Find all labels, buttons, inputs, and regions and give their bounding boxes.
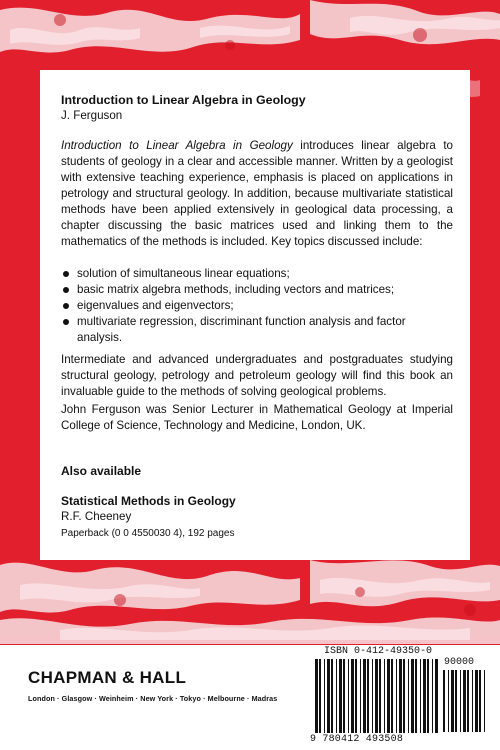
barcode-bar	[423, 659, 426, 733]
publisher-footer	[0, 645, 500, 750]
related-book-author: R.F. Cheeney	[61, 510, 132, 523]
barcode-bar	[360, 659, 361, 733]
barcode-bar	[455, 670, 457, 732]
addon-barcode	[442, 670, 488, 734]
description-body: introduces linear algebra to students of geology in a clear and accessible manner. Written by a geologist with extensive teaching experience, emphasis is placed on applications in petrology and structural geology. In addition, because multivariate statistical methods have been applied extensively in geological data processing, a chapter discussing the basic matrices used and linking them to the mathematics of the methods is included. Key topics discussed include:	[61, 139, 453, 248]
barcode-bar	[467, 670, 469, 732]
description-panel	[40, 70, 470, 560]
barcode-bar	[391, 659, 393, 733]
barcode-bar	[367, 659, 369, 733]
book-author: J. Ferguson	[61, 109, 123, 122]
barcode-bar	[327, 659, 330, 733]
list-item: solution of simultaneous linear equations;	[61, 266, 453, 282]
barcode-bar	[339, 659, 342, 733]
barcode-bar	[479, 670, 481, 732]
barcode-bar	[420, 659, 421, 733]
author-bio: John Ferguson was Senior Lecturer in Mathematical Geology at Imperial College of Science, Technology and Medicine, London, UK.	[61, 403, 453, 432]
related-book-title: Statistical Methods in Geology	[61, 494, 236, 508]
barcode-bar	[396, 659, 397, 733]
barcode-bar	[475, 670, 478, 732]
barcode-bar	[315, 659, 318, 733]
barcode-bar	[355, 659, 357, 733]
barcode-bar	[387, 659, 390, 733]
barcode-bar	[363, 659, 366, 733]
price-code: 90000	[444, 657, 475, 668]
ean-digits: 9 780412 493508	[310, 734, 404, 745]
list-item: eigenvalues and eigenvectors;	[61, 298, 453, 314]
description-italic-title: Introduction to Linear Algebra in Geology	[61, 139, 293, 152]
barcode-bar	[324, 659, 325, 733]
barcode-bar	[472, 670, 473, 732]
barcode-bar	[343, 659, 345, 733]
barcode-bar	[403, 659, 405, 733]
barcode-bar	[399, 659, 402, 733]
barcode-bar	[432, 659, 433, 733]
barcode-bar	[411, 659, 414, 733]
barcode-bar	[448, 670, 449, 732]
barcode-bar	[463, 670, 466, 732]
barcode-bar	[372, 659, 373, 733]
barcode-bar	[435, 659, 438, 733]
barcode-bar	[451, 670, 454, 732]
barcode-bar	[408, 659, 409, 733]
barcode-bar	[384, 659, 385, 733]
barcode-bar	[375, 659, 378, 733]
barcode-bar	[319, 659, 321, 733]
barcode-bar	[427, 659, 429, 733]
barcode-bar	[460, 670, 461, 732]
audience-paragraph: Intermediate and advanced undergraduates and postgraduates studying structural geology, petrology and petroleum geology will find this book an invaluable guide to the methods of solving geological problems.	[61, 353, 453, 398]
list-item: basic matrix algebra methods, including vectors and matrices;	[61, 282, 453, 298]
barcode-bar	[379, 659, 381, 733]
related-book-details: Paperback (0 0 4550030 4), 192 pages	[61, 528, 235, 539]
book-description	[61, 138, 453, 250]
publisher-cities: London · Glasgow · Weinheim · New York · Tokyo · Melbourne · Madras	[28, 694, 278, 703]
barcode-bar	[351, 659, 354, 733]
also-available-heading: Also available	[61, 464, 142, 478]
barcode-bar	[348, 659, 349, 733]
key-topics-list	[61, 266, 453, 346]
barcode-bar	[336, 659, 337, 733]
publisher-logo: CHAPMAN & HALL	[28, 668, 187, 687]
barcode-bar	[415, 659, 417, 733]
barcode-bar	[331, 659, 333, 733]
isbn-label: ISBN 0-412-49350-0	[324, 646, 433, 657]
barcode-bar	[443, 670, 445, 732]
ean-barcode	[314, 659, 440, 735]
list-item: multivariate regression, discriminant function analysis and factor analysis.	[61, 314, 453, 346]
book-title: Introduction to Linear Algebra in Geology	[61, 93, 306, 107]
barcode-bar	[484, 670, 485, 732]
